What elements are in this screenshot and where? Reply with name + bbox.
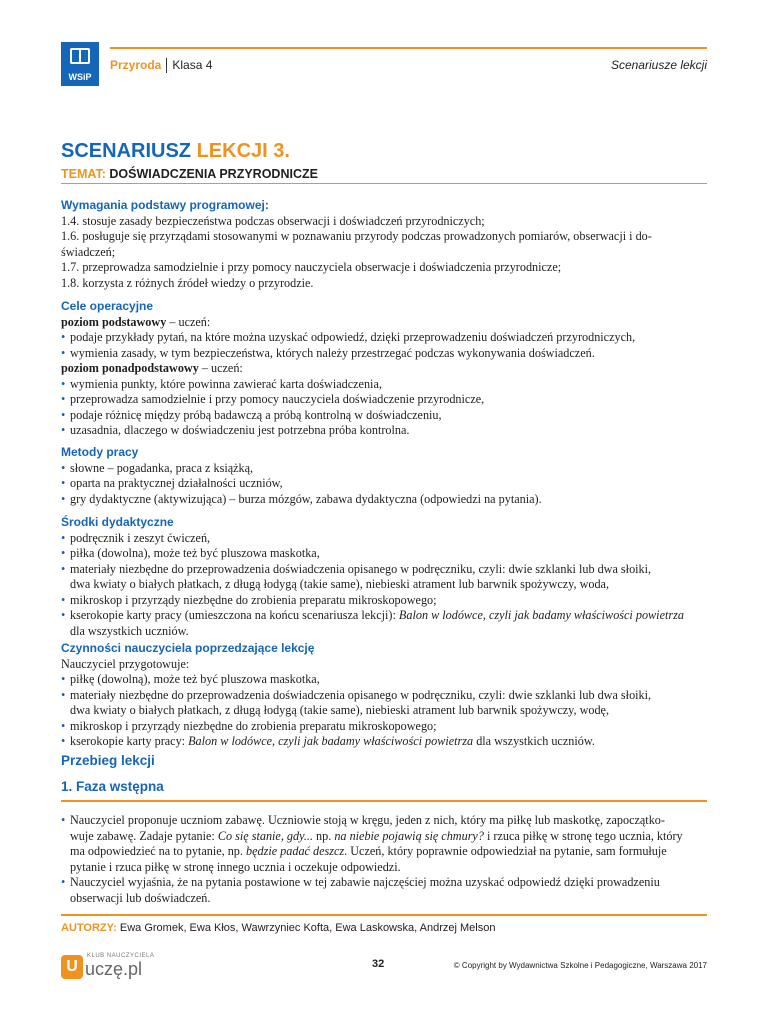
czynnosci-intro: Nauczyciel przygotowuje:	[61, 656, 190, 671]
wymagania-heading: Wymagania podstawy programowej:	[61, 198, 269, 212]
list-item: • mikroskop i przyrządy niezbędne do zrobienia preparatu mikroskopowego;	[61, 593, 707, 609]
list-item: • wymienia punkty, które powinna zawierać karta doświadczenia,	[61, 377, 707, 393]
page-title	[61, 140, 290, 163]
cele-heading: Cele operacyjne	[61, 299, 154, 313]
site-name: uczę.pl	[85, 959, 143, 979]
section-faza-text	[61, 813, 707, 906]
list-item: • piłkę (dowolną), może też być pluszowa maskotka,	[61, 672, 707, 688]
wsip-logo	[61, 42, 99, 86]
authors	[61, 922, 495, 934]
book-icon	[70, 48, 90, 64]
section-metody	[61, 445, 707, 507]
list-item: • uzasadnia, dlaczego w doświadczeniu jest potrzebna próba kontrolna.	[61, 423, 707, 439]
list-item: • mikroskop i przyrządy niezbędne do zrobienia preparatu mikroskopowego;	[61, 719, 707, 735]
list-item-text: materiały niezbędne do przeprowadzenia doświadczenia opisanego w podręczniku, czyli: dwie szklanki lub dwa słoiki,	[70, 561, 652, 576]
header-rule	[110, 47, 707, 49]
list-item: • piłka (dowolna), może też być pluszowa maskotka,	[61, 546, 707, 562]
title-part2: LEKCJI 3.	[196, 140, 290, 162]
paragraph-text: wuje zabawę. Zadaje pytanie:	[70, 828, 218, 843]
list-item: • przeprowadza samodzielnie i przy pomocy nauczyciela doświadczenie przyrodnicze,	[61, 392, 707, 408]
paragraph-text: Nauczyciel wyjaśnia, że na pytania postawione w tej zabawie najczęściej można uzyskać odpowiedź dzięki prowadzeniu	[70, 875, 660, 889]
topic-label: TEMAT:	[61, 167, 106, 181]
grade: Klasa 4	[172, 58, 213, 72]
list-item-text: dla wszystkich uczniów.	[70, 623, 189, 638]
topic	[61, 167, 318, 181]
list-item	[61, 813, 707, 875]
section-wymagania	[61, 198, 707, 291]
srodki-heading: Środki dydaktyczne	[61, 515, 174, 529]
wymagania-item: 1.6. posługuje się przyrządami stosowanymi w poznawaniu przyrody podczas prowadzonych pomiarów, obserwacji i do-	[61, 229, 652, 243]
wymagania-item: 1.7. przeprowadza samodzielnie i przy pomocy nauczyciela obserwacje i doświadczenia przyrodnicze;	[61, 260, 562, 274]
paragraph-text: i rzuca piłkę w stronę tego ucznia, który	[483, 828, 683, 843]
list-item	[61, 875, 707, 906]
paragraph-text: np.	[313, 828, 335, 843]
level2-label: poziom ponadpodstawowy	[61, 361, 199, 375]
metody-heading: Metody pracy	[61, 445, 139, 459]
list-item: • podaje różnicę między próbą badawczą a próbą kontrolną w doświadczeniu,	[61, 408, 707, 424]
level1-suffix: – uczeń:	[166, 314, 211, 329]
list-item: • podaje przykłady pytań, na które można uzyskać odpowiedź, dzięki przeprowadzeniu doświadczeń przyrodniczych,	[61, 330, 707, 346]
przebieg-heading: Przebieg lekcji	[61, 753, 155, 768]
u-icon: U	[61, 955, 83, 979]
list-item-text: dla wszystkich uczniów.	[473, 734, 595, 748]
paragraph-text: obserwacji lub doświadczeń.	[70, 890, 211, 905]
level1-label: poziom podstawowy	[61, 314, 167, 329]
worksheet-title: Balon w lodówce, czyli jak badamy właściwości powietrza	[188, 734, 474, 748]
level2-suffix: – uczeń:	[198, 361, 243, 375]
list-item-text: materiały niezbędne do przeprowadzenia doświadczenia opisanego w podręczniku, czyli: dwie szklanki lub dwa słoiki,	[70, 687, 652, 702]
list-item	[61, 734, 707, 750]
faza-rule	[61, 800, 707, 802]
copyright: © Copyright by Wydawnictwa Szkolne i Pedagogiczne, Warszawa 2017	[453, 961, 707, 970]
authors-value: Ewa Gromek, Ewa Kłos, Wawrzyniec Kofta, Ewa Laskowska, Andrzej Melson	[116, 922, 496, 934]
list-item: • oparta na praktycznej działalności uczniów,	[61, 476, 707, 492]
title-part1: SCENARIUSZ	[61, 140, 192, 162]
logo-text: WSiP	[68, 72, 92, 82]
faza-heading: 1. Faza wstępna	[61, 779, 164, 794]
wymagania-item: 1.4. stosuje zasady bezpieczeństwa podczas obserwacji i doświadczeń przyrodniczych;	[61, 213, 485, 228]
wymagania-item: świadczeń;	[61, 244, 116, 259]
paragraph-text: ma odpowiedzieć na to pytanie, np.	[70, 844, 246, 858]
list-item-text: dwa kwiaty o białych płatkach, z długą łodygą (takie same), niebieski atrament lub barwnik spożywczy, wodę,	[70, 703, 610, 717]
wymagania-item: 1.8. korzysta z różnych źródeł wiedzy o przyrodzie.	[61, 275, 314, 290]
list-item	[61, 688, 707, 719]
list-item: • słowne – pogadanka, praca z książką,	[61, 461, 707, 477]
topic-rule	[61, 183, 707, 184]
header-separator	[166, 58, 167, 73]
section-czynnosci	[61, 641, 707, 750]
topic-value: DOŚWIADCZENIA PRZYRODNICZE	[109, 167, 318, 181]
subject: Przyroda	[110, 58, 162, 72]
italic-text: na niebie pojawią się chmury?	[334, 828, 484, 843]
italic-text: będzie padać deszcz	[246, 844, 345, 858]
italic-text: Co się stanie, gdy...	[217, 828, 313, 843]
authors-label: AUTORZY:	[61, 922, 117, 934]
list-item	[61, 608, 707, 639]
list-item	[61, 562, 707, 593]
list-item-text: kserokopie karty pracy (umieszczona na końcu scenariusza lekcji):	[70, 608, 399, 622]
paragraph-text: . Uczeń, który poprawnie odpowiedział na pytanie, sam formułuje	[344, 844, 667, 858]
section-srodki	[61, 515, 707, 639]
ucze-logo[interactable]	[61, 953, 156, 981]
list-item-text: dwa kwiaty o białych płatkach, z długą łodygą (takie same), niebieski atrament lub barwnik spożywczy, woda,	[70, 577, 610, 591]
list-item-text: kserokopie karty pracy:	[70, 734, 189, 748]
list-item: • podręcznik i zeszyt ćwiczeń,	[61, 531, 707, 547]
authors-rule	[61, 914, 707, 916]
page-number: 32	[372, 958, 385, 970]
list-item: • gry dydaktyczne (aktywizująca) – burza mózgów, zabawa dydaktyczna (odpowiedzi na pytania).	[61, 492, 707, 508]
paragraph-text: pytanie i rzuca piłkę w stronę innego ucznia i oczekuje odpowiedzi.	[70, 859, 401, 874]
club-label: KLUB NAUCZYCIELA	[87, 953, 155, 959]
section-cele	[61, 299, 707, 439]
list-item: • wymienia zasady, w tym bezpieczeństwa, których należy przestrzegać podczas wykonywania doświadczeń.	[61, 346, 707, 362]
paragraph-text: Nauczyciel proponuje uczniom zabawę. Uczniowie stoją w kręgu, jeden z nich, który ma piłkę lub maskotkę, zapoczątko-	[70, 813, 665, 827]
page-header	[110, 58, 707, 80]
worksheet-title: Balon w lodówce, czyli jak badamy właściwości powietrza	[398, 608, 684, 622]
czynnosci-heading: Czynności nauczyciela poprzedzające lekcję	[61, 641, 315, 655]
header-right: Scenariusze lekcji	[610, 58, 707, 72]
